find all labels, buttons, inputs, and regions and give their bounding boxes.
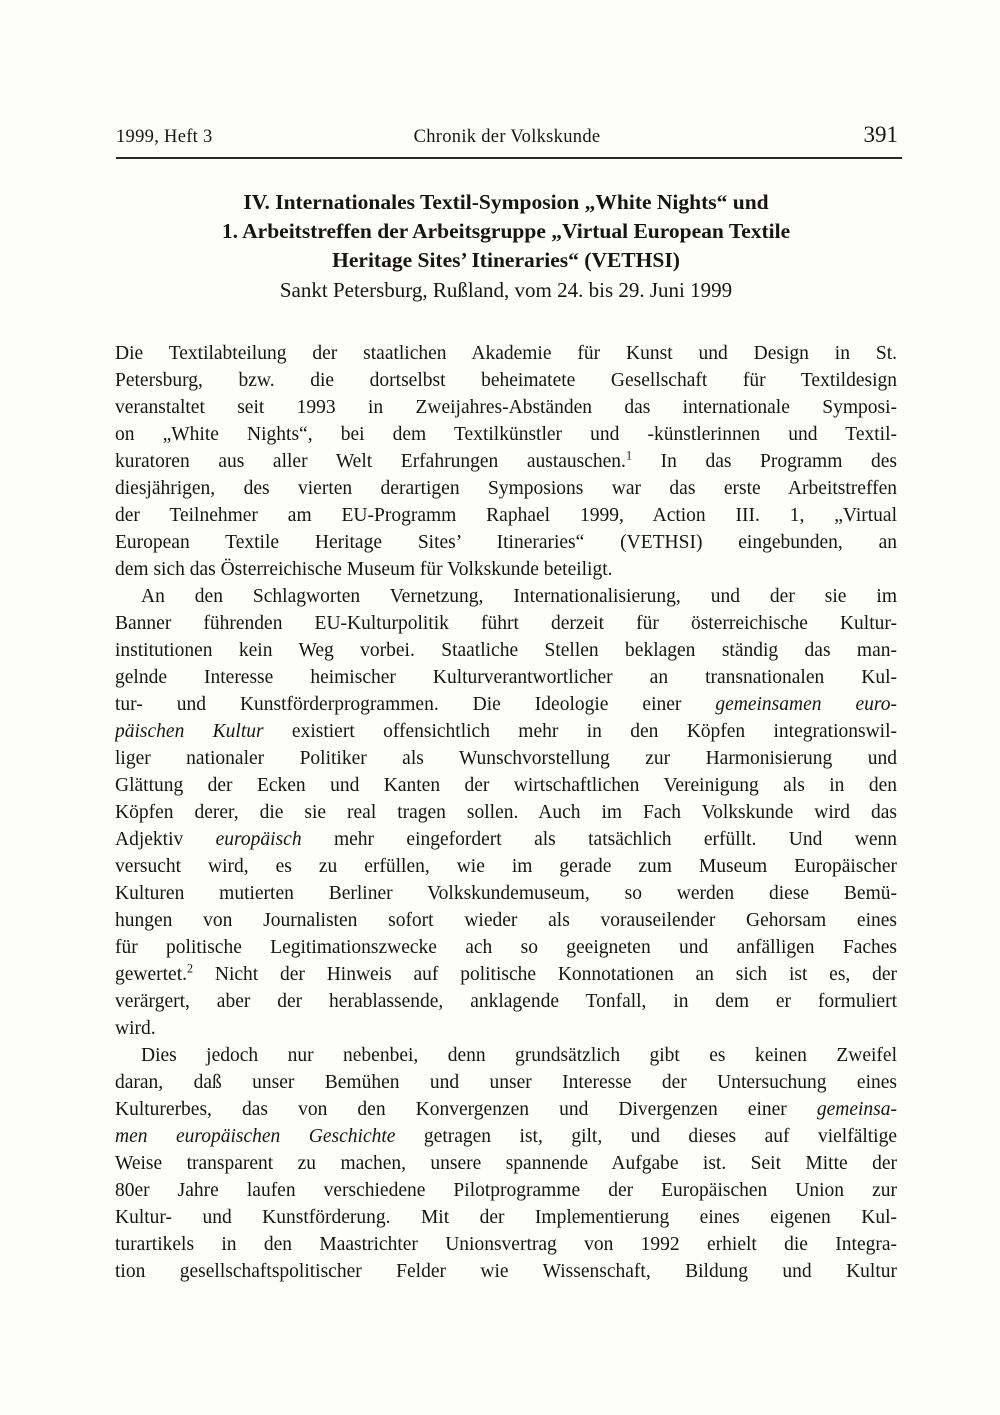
text-segment: hungen von Journalisten sofort wieder als vorauseilender Gehorsam eines <box>115 910 897 931</box>
text-segment: Adjektiv <box>115 829 216 850</box>
text-line <box>115 961 897 988</box>
text-line <box>115 1231 897 1258</box>
text-line <box>115 367 897 394</box>
text-segment: der Teilnehmer am EU-Programm Raphael 1999, Action III. 1, „Virtual <box>115 505 897 526</box>
text-line <box>115 664 897 691</box>
paragraph <box>115 340 897 583</box>
text-segment: versucht wird, es zu erfüllen, wie im gerade zum Museum Europäischer <box>115 856 897 877</box>
footnote-marker: 2 <box>187 961 194 976</box>
text-segment: für politische Legitimationszwecke ach so geeigneten und anfälligen Faches <box>115 937 897 958</box>
text-line <box>115 1177 897 1204</box>
text-segment: dem sich das Österreichische Museum für Volkskunde beteiligt. <box>115 559 613 580</box>
text-line <box>115 907 897 934</box>
text-segment: Köpfen derer, die sie real tragen sollen. Auch im Fach Volkskunde wird das <box>115 802 897 823</box>
text-segment: wird. <box>115 1018 156 1039</box>
page-number: 391 <box>863 122 898 147</box>
text-segment: daran, daß unser Bemühen und unser Interesse der Untersuchung eines <box>115 1072 897 1093</box>
italic-text: men europäischen Geschichte <box>115 1126 396 1147</box>
text-segment: mehr eingefordert als tatsächlich erfüllt. Und wenn <box>301 829 897 850</box>
text-segment: tur- und Kunstförderprogrammen. Die Ideologie einer <box>115 694 716 715</box>
text-line <box>115 637 897 664</box>
text-segment: veranstaltet seit 1993 in Zweijahres-Abständen das internationale Symposi- <box>115 397 897 418</box>
text-segment: institutionen kein Weg vorbei. Staatliche Stellen beklagen ständig das man- <box>115 640 897 661</box>
text-segment: existiert offensichtlich mehr in den Köpfen integrationswil- <box>263 721 897 742</box>
text-line <box>115 1015 897 1042</box>
text-segment: Dies jedoch nur nebenbei, denn grundsätzlich gibt es keinen Zweifel <box>141 1045 897 1066</box>
text-line <box>115 853 897 880</box>
text-line <box>115 1258 897 1285</box>
text-line <box>115 799 897 826</box>
text-line <box>115 340 897 367</box>
text-line <box>115 745 897 772</box>
text-line <box>115 448 897 475</box>
italic-text: gemeinsa- <box>816 1099 897 1120</box>
text-segment: verärgert, aber der herablassende, anklagende Tonfall, in dem er formuliert <box>115 991 897 1012</box>
text-line <box>115 583 897 610</box>
text-line <box>115 934 897 961</box>
text-line <box>115 502 897 529</box>
title-line-2: 1. Arbeitstreffen der Arbeitsgruppe „Virtual European Textile <box>221 219 791 243</box>
article-subtitle: Sankt Petersburg, Rußland, vom 24. bis 29. Juni 1999 <box>279 278 733 302</box>
text-line <box>115 1069 897 1096</box>
title-line-3: Heritage Sites’ Itineraries“ (VETHSI) <box>332 248 680 272</box>
text-segment: Kulturen mutierten Berliner Volkskundemuseum, so werden diese Bemü- <box>115 883 897 904</box>
paragraph <box>115 583 897 1042</box>
article-heading <box>100 188 912 305</box>
text-segment: An den Schlagworten Vernetzung, Internationalisierung, und der sie im <box>141 586 897 607</box>
text-line <box>115 826 897 853</box>
footnote-marker: 1 <box>625 448 632 463</box>
text-segment: gelnde Interesse heimischer Kulturverantwortlicher an transnationalen Kul- <box>115 667 897 688</box>
text-segment: turartikels in den Maastrichter Unionsvertrag von 1992 erhielt die Integra- <box>115 1234 897 1255</box>
text-line <box>115 1042 897 1069</box>
title-line-1: IV. Internationales Textil-Symposion „White Nights“ und <box>243 190 769 214</box>
italic-text: gemeinsamen euro- <box>715 694 897 715</box>
text-segment: gewertet. <box>115 964 188 985</box>
text-segment: 80er Jahre laufen verschiedene Pilotprogramme der Europäischen Union zur <box>115 1180 897 1201</box>
text-segment: In das Programm des <box>631 451 897 472</box>
text-line <box>115 1150 897 1177</box>
text-segment: Kultur- und Kunstförderung. Mit der Implementierung eines eigenen Kul- <box>115 1207 897 1228</box>
text-segment: Die Textilabteilung der staatlichen Akademie für Kunst und Design in St. <box>115 343 897 364</box>
journal-title: Chronik der Volkskunde <box>413 127 601 147</box>
paragraph <box>115 1042 897 1285</box>
text-segment: European Textile Heritage Sites’ Itineraries“ (VETHSI) eingebunden, an <box>115 532 897 553</box>
text-line <box>115 691 897 718</box>
text-line <box>115 718 897 745</box>
header-divider <box>116 157 902 159</box>
text-segment: Nicht der Hinweis auf politische Konnotationen an sich ist es, der <box>193 964 897 985</box>
text-line <box>115 529 897 556</box>
text-line <box>115 1096 897 1123</box>
text-line <box>115 475 897 502</box>
text-segment: Kulturerbes, das von den Konvergenzen und Divergenzen einer <box>115 1099 817 1120</box>
text-line <box>115 1204 897 1231</box>
text-segment: Weise transparent zu machen, unsere spannende Aufgabe ist. Seit Mitte der <box>115 1153 897 1174</box>
text-line <box>115 556 897 583</box>
text-segment: on „White Nights“, bei dem Textilkünstler und -künstlerinnen und Textil- <box>115 424 897 445</box>
text-line <box>115 421 897 448</box>
text-line <box>115 1123 897 1150</box>
article-body <box>115 340 897 1285</box>
text-segment: liger nationaler Politiker als Wunschvorstellung zur Harmonisierung und <box>115 748 897 769</box>
text-segment: kuratoren aus aller Welt Erfahrungen austauschen. <box>115 451 626 472</box>
italic-text: europäisch <box>215 829 302 850</box>
text-segment: diesjährigen, des vierten derartigen Symposions war das erste Arbeitstreffen <box>115 478 897 499</box>
text-line <box>115 988 897 1015</box>
italic-text: päischen Kultur <box>115 721 264 742</box>
text-line <box>115 394 897 421</box>
page-header <box>116 122 898 148</box>
text-line <box>115 610 897 637</box>
text-segment: getragen ist, gilt, und dieses auf vielfältige <box>395 1126 897 1147</box>
text-segment: tion gesellschaftspolitischer Felder wie Wissenschaft, Bildung und Kultur <box>115 1261 897 1282</box>
text-line <box>115 880 897 907</box>
text-segment: Petersburg, bzw. die dortselbst beheimatete Gesellschaft für Textildesign <box>115 370 897 391</box>
issue-label: 1999, Heft 3 <box>116 127 213 147</box>
text-segment: Banner führenden EU-Kulturpolitik führt derzeit für österreichische Kultur- <box>115 613 897 634</box>
text-line <box>115 772 897 799</box>
text-segment: Glättung der Ecken und Kanten der wirtschaftlichen Vereinigung als in den <box>115 775 897 796</box>
